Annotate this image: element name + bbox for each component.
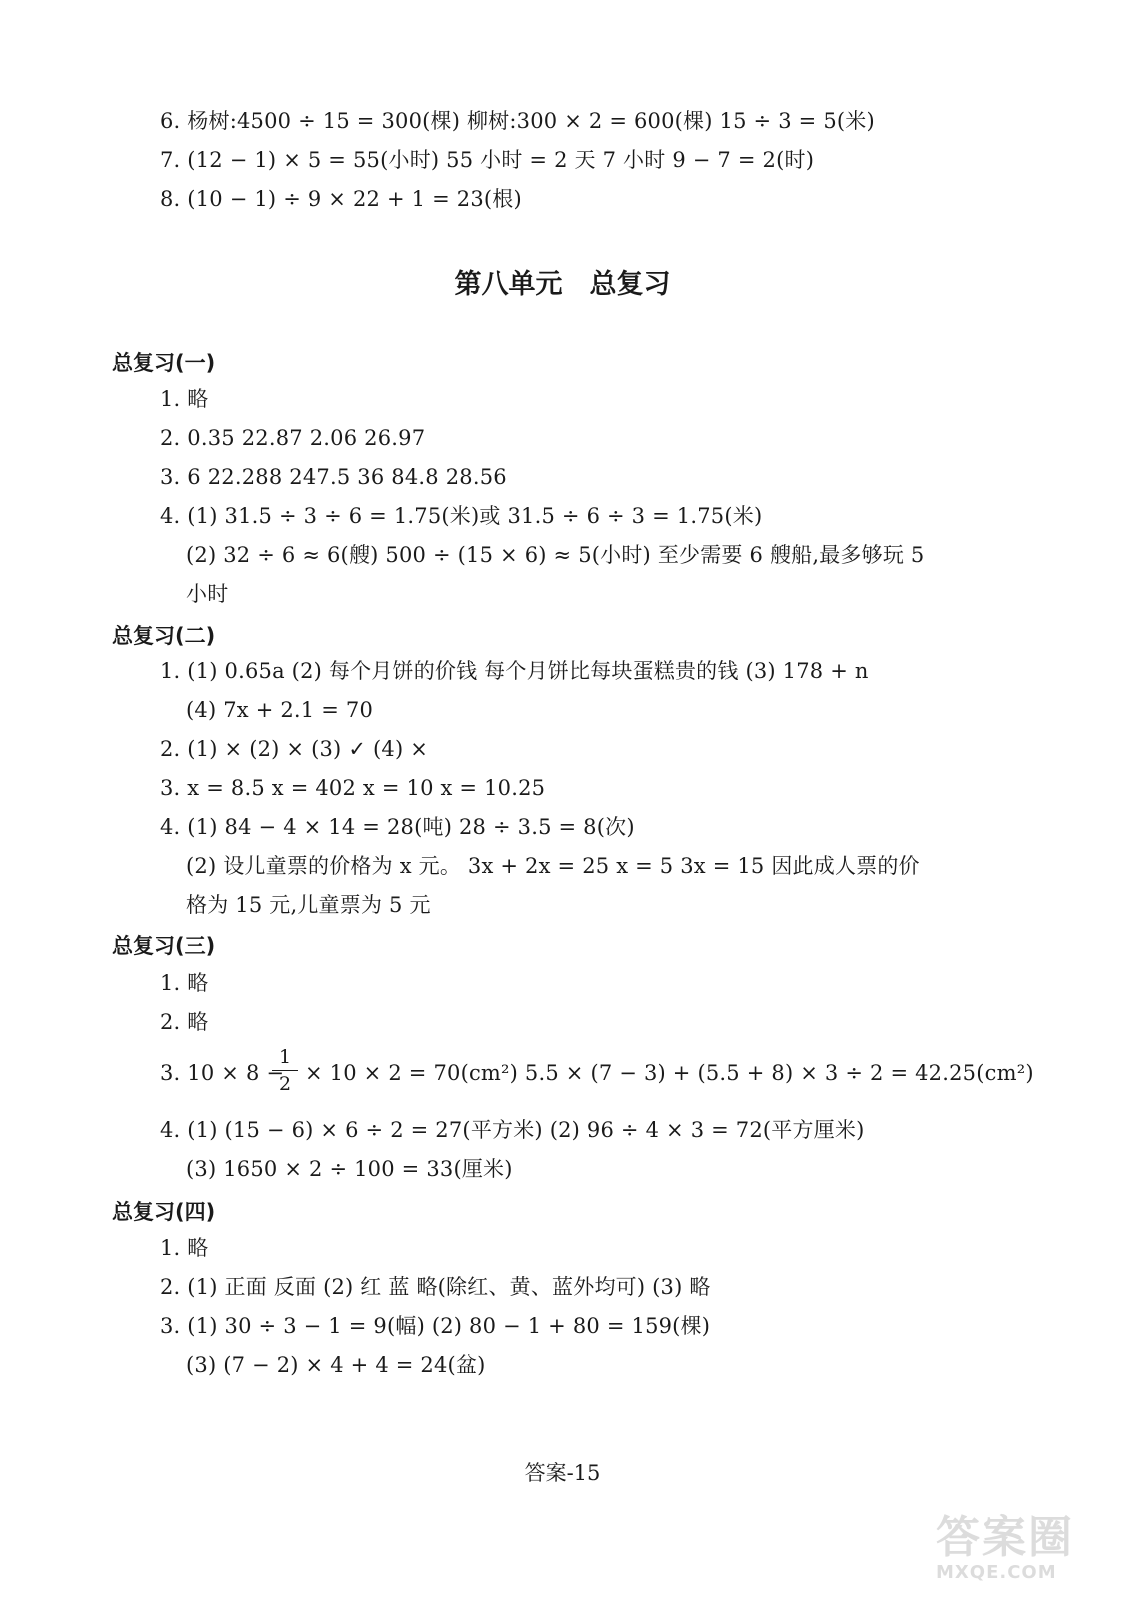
watermark-logo bbox=[936, 1514, 1111, 1592]
watermark-url: MXQE.COM bbox=[936, 1562, 1057, 1583]
answer-line: (2) 设儿童票的价格为 x 元。 3x + 2x = 25 x = 5 3x = 15 因此成人票的价 bbox=[186, 854, 920, 878]
answer-line: 3. x = 8.5 x = 402 x = 10 x = 10.25 bbox=[160, 776, 546, 800]
answer-line: 2. (1) × (2) × (3) ✓ (4) × bbox=[160, 737, 429, 761]
page-number: 答案-15 bbox=[524, 1461, 601, 1485]
answer-line: 格为 15 元,儿童票为 5 元 bbox=[186, 893, 431, 917]
answer-line: 3. (1) 30 ÷ 3 − 1 = 9(幅) (2) 80 − 1 + 80 = 159(棵) bbox=[160, 1314, 711, 1338]
answer-line: 3. 10 × 8 − bbox=[160, 1061, 285, 1085]
answer-line: (4) 7x + 2.1 = 70 bbox=[186, 698, 374, 722]
fraction bbox=[272, 1046, 298, 1095]
answer-line: 7. (12 − 1) × 5 = 55(小时) 55 小时 = 2 天 7 小时 9 − 7 = 2(时) bbox=[160, 148, 815, 172]
answer-line: 1. 略 bbox=[160, 1236, 209, 1260]
answer-line: (2) 32 ÷ 6 ≈ 6(艘) 500 ÷ (15 × 6) ≈ 5(小时) 至少需要 6 艘船,最多够玩 5 bbox=[186, 543, 925, 567]
answer-line: 1. (1) 0.65a (2) 每个月饼的价钱 每个月饼比每块蛋糕贵的钱 (3) 178 + n bbox=[160, 659, 869, 683]
answer-line: 小时 bbox=[186, 582, 229, 606]
answer-line: 3. 6 22.288 247.5 36 84.8 28.56 bbox=[160, 465, 507, 489]
answer-line: 8. (10 − 1) ÷ 9 × 22 + 1 = 23(根) bbox=[160, 187, 522, 211]
answer-line: 1. 略 bbox=[160, 387, 209, 411]
fraction-bar bbox=[272, 1070, 298, 1071]
section-title: 总复习(一) bbox=[112, 351, 216, 375]
answer-line: 4. (1) 31.5 ÷ 3 ÷ 6 = 1.75(米)或 31.5 ÷ 6 ÷ 3 = 1.75(米) bbox=[160, 504, 763, 528]
answer-line: 6. 杨树:4500 ÷ 15 = 300(棵) 柳树:300 × 2 = 600(棵) 15 ÷ 3 = 5(米) bbox=[160, 109, 875, 133]
fraction-numerator: 1 bbox=[278, 1046, 292, 1068]
unit-title: 第八单元 总复习 bbox=[454, 269, 671, 300]
section-title: 总复习(二) bbox=[112, 624, 216, 648]
answer-line: 4. (1) (15 − 6) × 6 ÷ 2 = 27(平方米) (2) 96 ÷ 4 × 3 = 72(平方厘米) bbox=[160, 1118, 865, 1142]
watermark-main: 答案圈 bbox=[936, 1512, 1074, 1563]
fraction-denominator: 2 bbox=[278, 1073, 292, 1095]
section-title: 总复习(四) bbox=[112, 1200, 216, 1224]
answer-line: × 10 × 2 = 70(cm²) 5.5 × (7 − 3) + (5.5 + 8) × 3 ÷ 2 = 42.25(cm²) bbox=[305, 1061, 1034, 1085]
section-title: 总复习(三) bbox=[112, 934, 216, 958]
answer-line: (3) (7 − 2) × 4 + 4 = 24(盆) bbox=[186, 1353, 486, 1377]
answer-line: 1. 略 bbox=[160, 971, 209, 995]
answer-line: 2. (1) 正面 反面 (2) 红 蓝 略(除红、黄、蓝外均可) (3) 略 bbox=[160, 1275, 711, 1299]
answer-line: 2. 0.35 22.87 2.06 26.97 bbox=[160, 426, 426, 450]
answer-line: 4. (1) 84 − 4 × 14 = 28(吨) 28 ÷ 3.5 = 8(次) bbox=[160, 815, 635, 839]
answer-line: (3) 1650 × 2 ÷ 100 = 33(厘米) bbox=[186, 1157, 513, 1181]
answer-line: 2. 略 bbox=[160, 1010, 209, 1034]
